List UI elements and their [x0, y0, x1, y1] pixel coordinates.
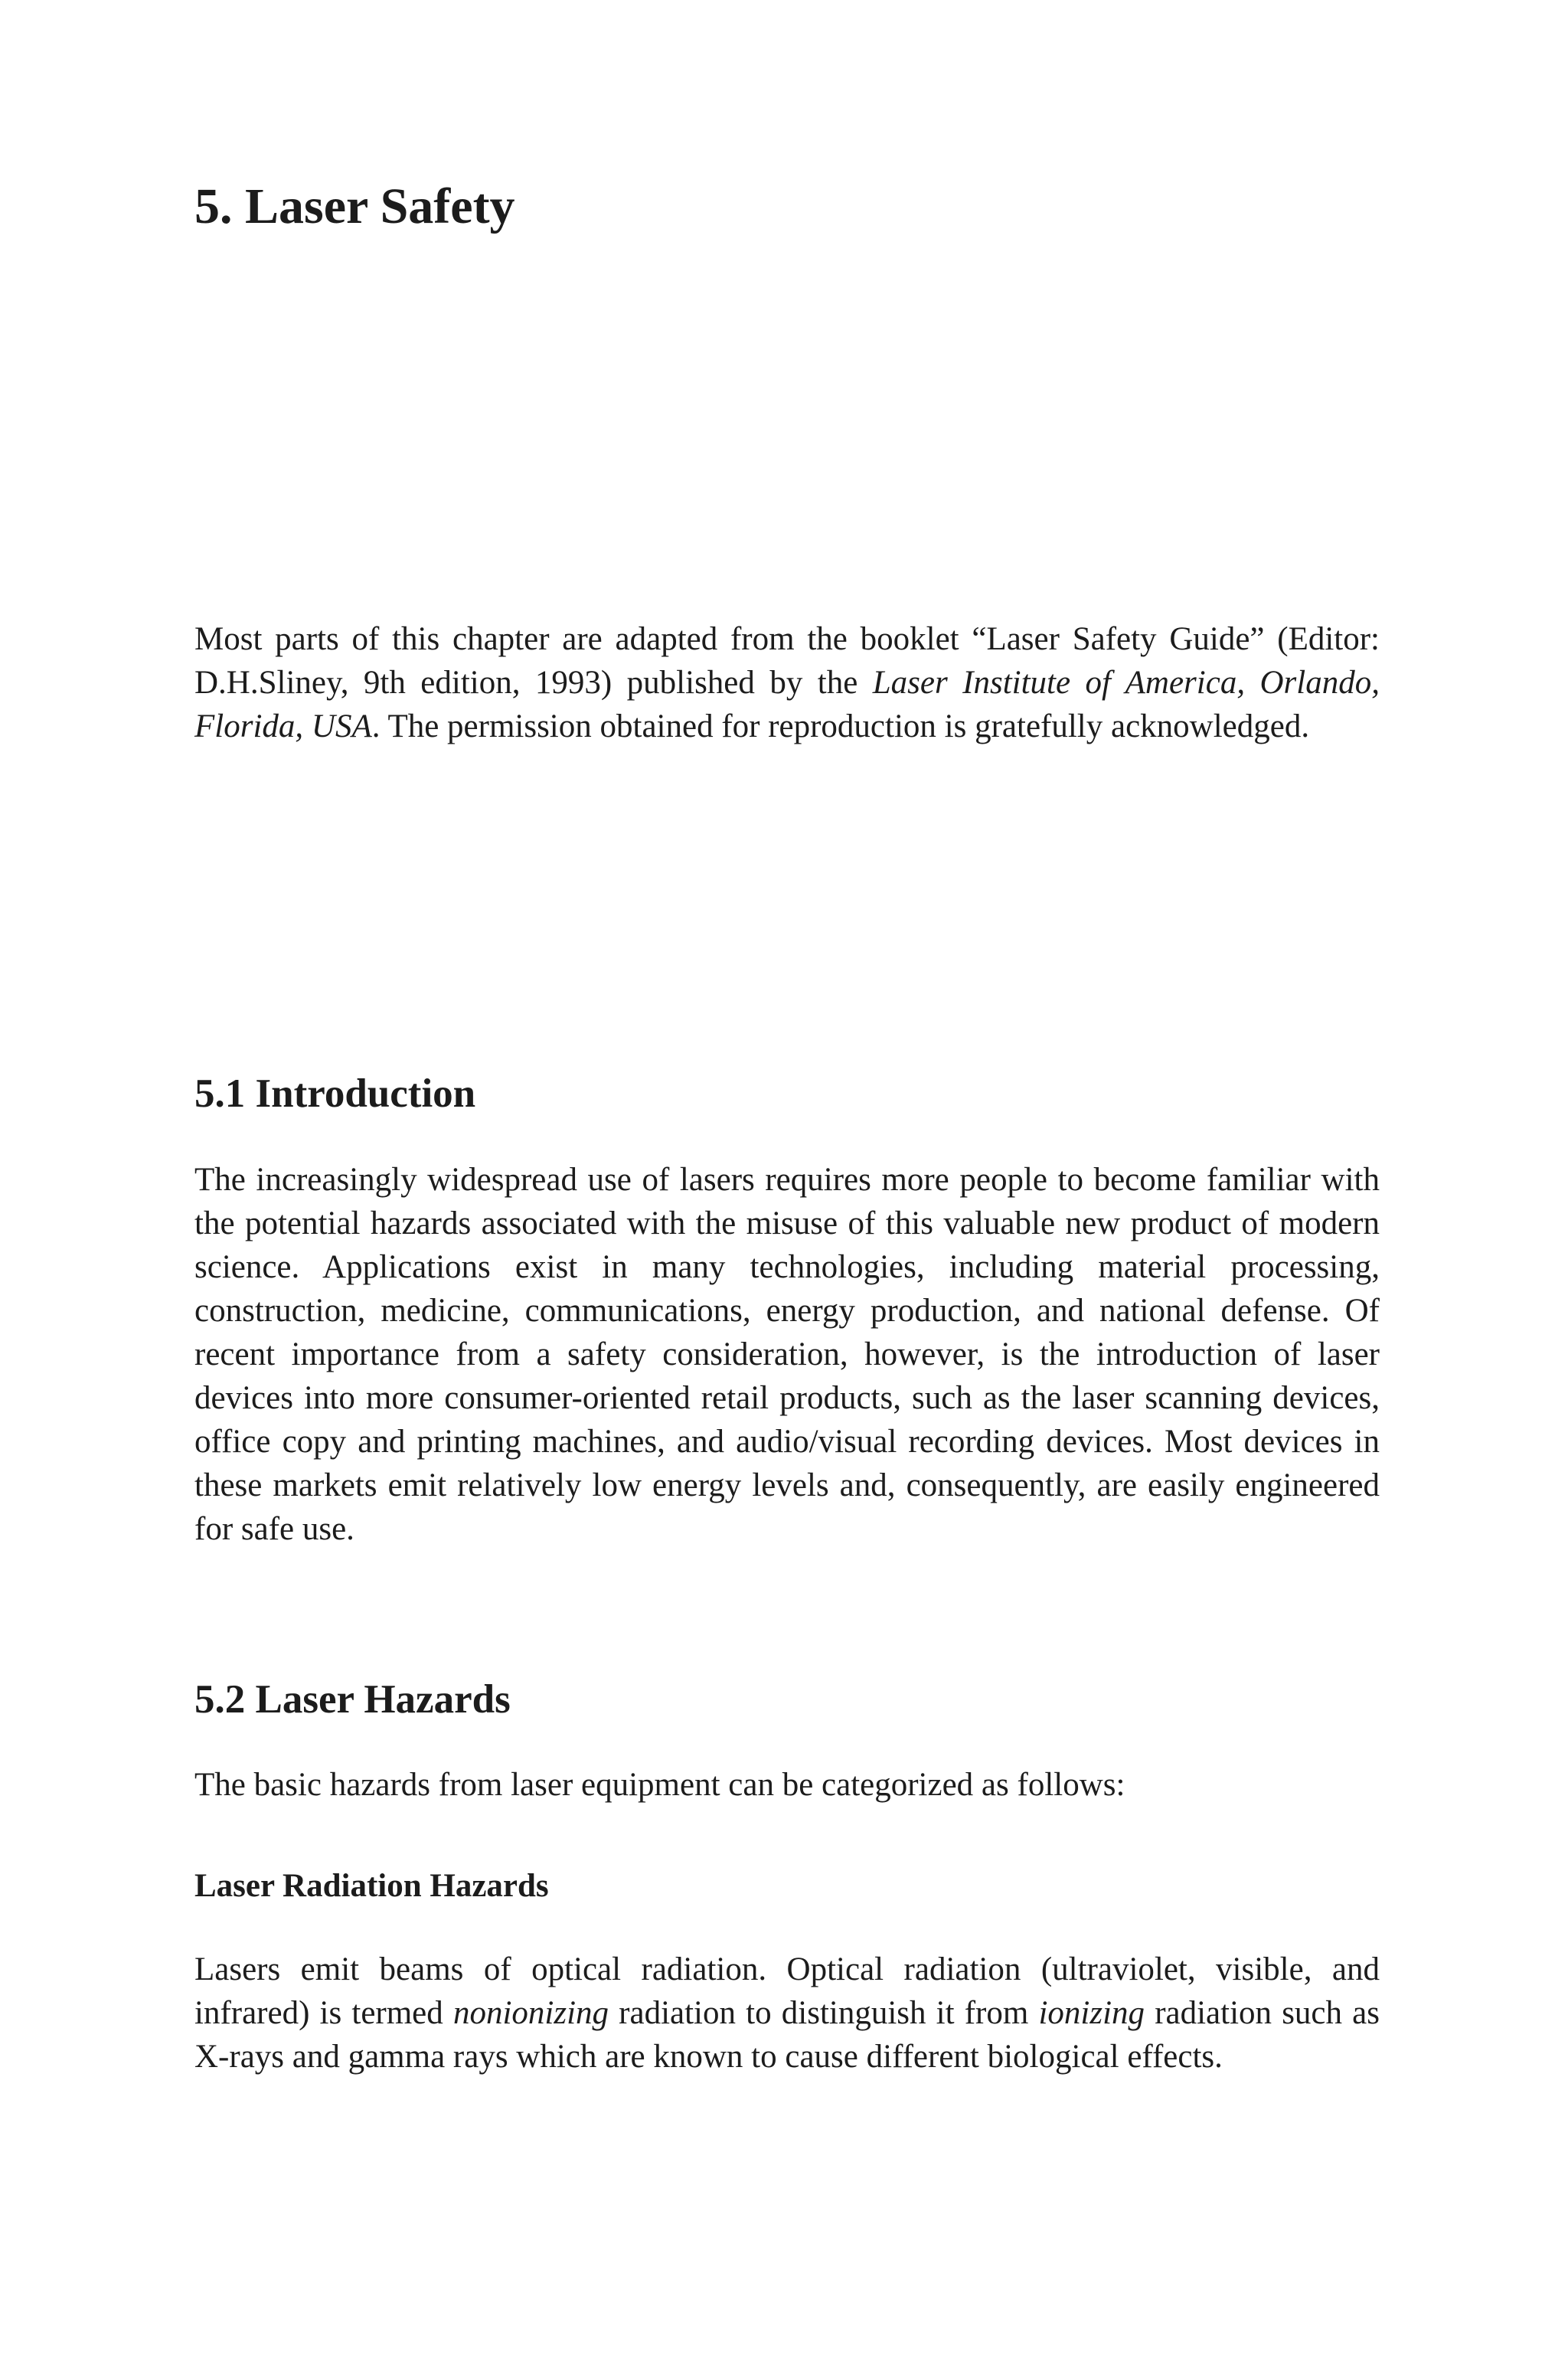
section-body-introduction: The increasingly widespread use of lasers requires more people to become familiar with the potential hazards associated with the misuse of this valuable new product of modern science. Applications exist in many technologies, including material processing, construction, medicine, communications, energy production, and national defense. Of recent importance from a safety consideration, however, is the introduction of laser devices into more consumer-oriented retail products, such as the laser scanning devices, office copy and printing machines, and audio/visual recording devices. Most devices in these markets emit relatively low energy levels and, consequently, are easily engineered for safe use. [194, 1162, 1380, 1547]
subsection-body-radiation-hazards [194, 1948, 1380, 2079]
chapter-title: 5. Laser Safety [194, 178, 515, 234]
section-body-laser-hazards: The basic hazards from laser equipment can be categorized as follows: [194, 1767, 1125, 1803]
radiation-text-3: radiation such as X-rays and gamma rays which are known to cause different biological effects. [194, 1995, 1380, 2075]
source-note-institute: Laser Institute of America, Orlando, Florida, USA [194, 665, 1380, 744]
source-note [194, 617, 1380, 748]
radiation-text-1: Lasers emit beams of optical radiation. Optical radiation (ultraviolet, visible, and infrared) is termed [194, 1951, 1380, 2031]
radiation-text-2: radiation to distinguish it from [609, 1995, 1039, 2031]
radiation-term-nonionizing: nonionizing [452, 1995, 609, 2031]
source-note-text-after: . The permission obtained for reproduction is gratefully acknowledged. [371, 708, 1310, 744]
subsection-heading-radiation-hazards: Laser Radiation Hazards [194, 1868, 549, 1904]
section-heading-laser-hazards: 5.2 Laser Hazards [194, 1677, 511, 1722]
radiation-term-ionizing: ionizing [1038, 1995, 1145, 2031]
section-heading-introduction: 5.1 Introduction [194, 1071, 476, 1116]
source-note-text-before: Most parts of this chapter are adapted from the booklet “Laser Safety Guide” (Editor: D.H.Sliney, 9th edition, 1993) published by the [194, 621, 1380, 701]
